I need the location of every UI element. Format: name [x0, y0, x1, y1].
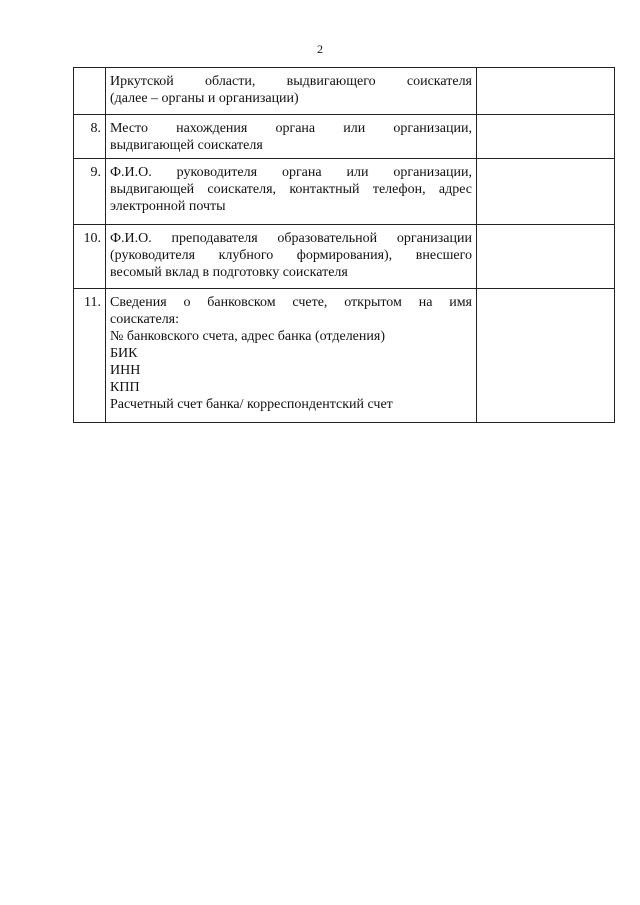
description-line: КПП: [110, 380, 140, 395]
table-row: [74, 225, 615, 289]
description-line: выдвигающей соискателя, контактный телефон, адрес: [110, 182, 472, 197]
page-number: 2: [317, 42, 323, 56]
row-description: [106, 115, 477, 159]
row-number: [74, 68, 106, 115]
row-value-cell[interactable]: [477, 159, 615, 225]
row-value-cell[interactable]: [477, 289, 615, 423]
row-description: [106, 159, 477, 225]
description-line: (далее – органы и организации): [110, 91, 299, 106]
row-description: [106, 289, 477, 423]
row-description: [106, 68, 477, 115]
row-description: [106, 225, 477, 289]
table-row: [74, 289, 615, 423]
description-line: (руководителя клубного формирования), внесшего: [110, 248, 472, 263]
description-line: Ф.И.О. руководителя органа или организации,: [110, 165, 472, 180]
description-line: БИК: [110, 346, 138, 361]
description-line: ИНН: [110, 363, 141, 378]
description-line: № банковского счета, адрес банка (отделения): [110, 329, 385, 344]
description-line: Иркутской области, выдвигающего соискателя: [110, 74, 472, 89]
row-number: 8.: [74, 115, 106, 159]
table-row: [74, 115, 615, 159]
description-line: Место нахождения органа или организации,: [110, 121, 472, 136]
row-number: 11.: [74, 289, 106, 423]
description-line: соискателя:: [110, 312, 180, 327]
description-line: Ф.И.О. преподавателя образовательной организации: [110, 231, 472, 246]
row-value-cell[interactable]: [477, 115, 615, 159]
application-form-table: [73, 67, 615, 423]
description-line: Сведения о банковском счете, открытом на имя: [110, 295, 472, 310]
row-value-cell[interactable]: [477, 68, 615, 115]
description-line: Расчетный счет банка/ корреспондентский счет: [110, 397, 393, 412]
table-row: [74, 159, 615, 225]
description-line: электронной почты: [110, 199, 226, 214]
table-row: [74, 68, 615, 115]
description-line: выдвигающей соискателя: [110, 138, 263, 153]
row-number: 10.: [74, 225, 106, 289]
description-line: весомый вклад в подготовку соискателя: [110, 265, 348, 280]
row-value-cell[interactable]: [477, 225, 615, 289]
row-number: 9.: [74, 159, 106, 225]
